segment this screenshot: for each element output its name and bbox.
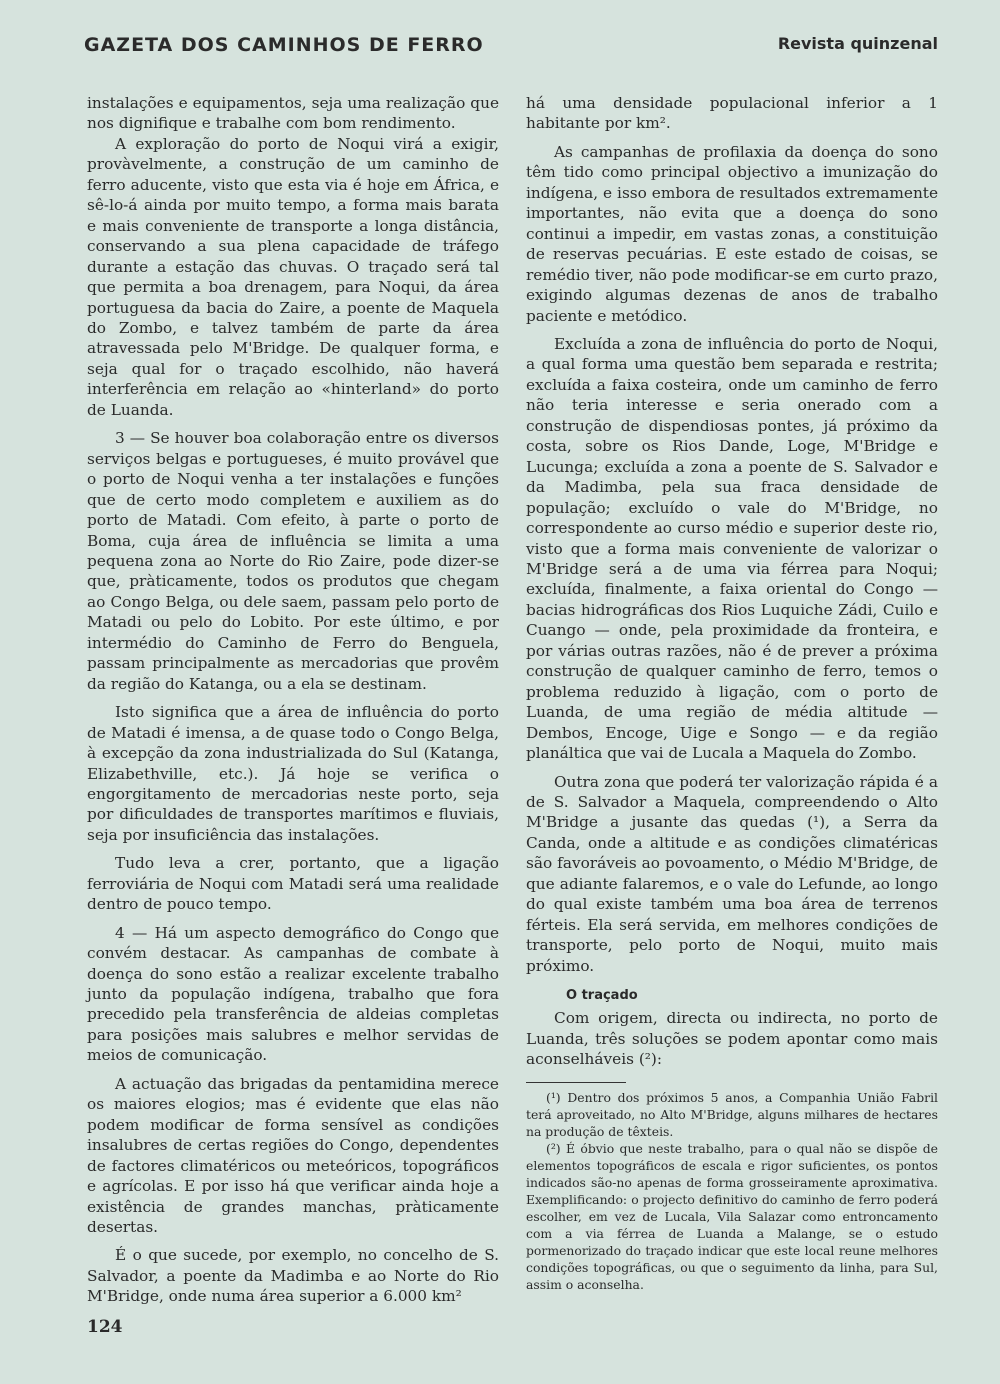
footnote: (¹) Dentro dos próximos 5 anos, a Companhia União Fabril terá aproveitado, no Alto M'Bridge, alguns milhares de hectares na produção de têxteis. [526, 1089, 938, 1139]
page-number: 124 [87, 1317, 123, 1337]
footnotes [526, 1089, 938, 1293]
paragraph: A actuação das brigadas da pentamidina merece os maiores elogios; mas é evidente que elas não podem modificar de forma sensível as condições insalubres de certas regiões do Congo, dependentes de factores climatéricos ou meteóricos, topográficos e agrícolas. E por isso há que verificar ainda hoje a existência de grandes manchas, pràticamente desertas. [87, 1074, 499, 1237]
paragraph: Tudo leva a crer, portanto, que a ligação ferroviária de Noqui com Matadi será uma realidade dentro de pouco tempo. [87, 854, 499, 914]
right-column [526, 93, 938, 1293]
footnote: (²) É óbvio que neste trabalho, para o qual não se dispõe de elementos topográficos de escala e rigor suficientes, os pontos indicados são-no apenas de forma grosseiramente aproximativa. Exemplificando: o projecto definitivo do caminho de ferro poderá escolher, em vez de Lucala, Vila Salazar como entroncamento com a via férrea de Luanda a Malange, se o estudo pormenorizado do traçado indicar que este local reune melhores condições topográficas, ou que o seguimento da linha, para Sul, assim o aconselha. [526, 1140, 938, 1292]
paragraph: Com origem, directa ou indirecta, no porto de Luanda, três soluções se podem apontar como mais aconselháveis (²): [526, 1009, 938, 1069]
left-column [87, 93, 499, 1307]
paragraph: 3 — Se houver boa colaboração entre os diversos serviços belgas e portugueses, é muito provável que o porto de Noqui venha a ter instalações e funções que de certo modo completem e auxiliem as do porto de Matadi. Com efeito, à parte o porto de Boma, cuja área de influência se limita a uma pequena zona ao Norte do Rio Zaire, pode dizer-se que, pràticamente, todos os produtos que chegam ao Congo Belga, ou dele saem, passam pelo porto de Matadi ou pelo do Lobito. Por este último, e por intermédio do Caminho de Ferro do Benguela, passam principalmente as mercadorias que provêm da região do Katanga, ou a ela se destinam. [87, 429, 499, 693]
paragraph: instalações e equipamentos, seja uma realização que nos dignifique e trabalhe com bom rendimento. [87, 94, 499, 133]
section-heading: O traçado [566, 988, 638, 1004]
paragraph: Isto significa que a área de influência do porto de Matadi é imensa, a de quase todo o Congo Belga, à excepção da zona industrializada do Sul (Katanga, Elizabethville, etc.). Já hoje se verifica o engorgitamento de mercadorias neste porto, seja por dificuldades de transportes marítimos e fluviais, seja por insuficiência das instalações. [87, 703, 499, 844]
running-header [84, 34, 938, 62]
paragraph: A exploração do porto de Noqui virá a exigir, provàvelmente, a construção de um caminho de ferro aducente, visto que esta via é hoje em África, e sê-lo-á ainda por muito tempo, a forma mais barata e mais conveniente de transporte a longa distância, conservando a sua plena capacidade de tráfego durante a estação das chuvas. O traçado será tal que permita a boa drenagem, para Noqui, da área portuguesa da bacia do Zaire, a poente de Maquela do Zombo, e talvez também de parte da área atravessada pelo M'Bridge. De qualquer forma, e seja qual for o traçado escolhido, não haverá interferência em relação ao «hinterland» do porto de Luanda. [87, 134, 499, 419]
paragraph: Outra zona que poderá ter valorização rápida é a de S. Salvador a Maquela, compreendendo o Alto M'Bridge a jusante das quedas (¹), a Serra da Canda, onde a altitude e as condições climatéricas são favoráveis ao povoamento, o Médio M'Bridge, de que adiante falaremos, e o vale do Lefunde, ao longo do qual existe também uma boa área de terrenos férteis. Ela será servida, em melhores condições de transporte, pelo porto de Noqui, muito mais próximo. [526, 772, 938, 975]
paragraph: Excluída a zona de influência do porto de Noqui, a qual forma uma questão bem separada e restrita; excluída a faixa costeira, onde um caminho de ferro não teria interesse e seria onerado com a construção de dispendiosas pontes, já próximo da costa, sobre os Rios Dande, Loge, M'Bridge e Lucunga; excluída a zona a poente de S. Salvador e da Madimba, pela sua fraca densidade de população; excluído o vale do M'Bridge, no correspondente ao curso médio e superior deste rio, visto que a forma mais conveniente de valorizar o M'Bridge será a de uma via férrea para Noqui; excluída, finalmente, a faixa oriental do Congo — bacias hidrográficas dos Rios Luquiche Zádi, Cuilo e Cuango — onde, pela proximidade da fronteira, e por várias outras razões, não é de prever a próxima construção de qualquer caminho de ferro, temos o problema reduzido à ligação, com o porto de Luanda, de uma região de média altitude — Dembos, Encoge, Uige e Songo — e da região planáltica que vai de Lucala a Maquela do Zombo. [526, 334, 938, 763]
paragraph: há uma densidade populacional inferior a 1 habitante por km². [526, 94, 938, 133]
paragraph: É o que sucede, por exemplo, no concelho de S. Salvador, a poente da Madimba e ao Norte do Rio M'Bridge, onde numa área superior a 6.000 km² [87, 1246, 499, 1306]
journal-subtitle: Revista quinzenal [777, 34, 938, 53]
footnote-divider [526, 1082, 626, 1083]
paragraph: As campanhas de profilaxia da doença do sono têm tido como principal objectivo a imunização do indígena, e isso embora de resultados extremamente importantes, não evita que a doença do sono continui a impedir, em vastas zonas, a constituição de reservas pecuárias. E este estado de coisas, se remédio tiver, não pode modificar-se em curto prazo, exigindo algumas dezenas de anos de trabalho paciente e metódico. [526, 142, 938, 325]
paragraph: 4 — Há um aspecto demográfico do Congo que convém destacar. As campanhas de combate à doença do sono estão a realizar excelente trabalho junto da população indígena, trabalho que fora precedido pela transferência de aldeias completas para posições mais salubres e melhor servidas de meios de comunicação. [87, 923, 499, 1065]
journal-title: GAZETA DOS CAMINHOS DE FERRO [84, 34, 484, 56]
